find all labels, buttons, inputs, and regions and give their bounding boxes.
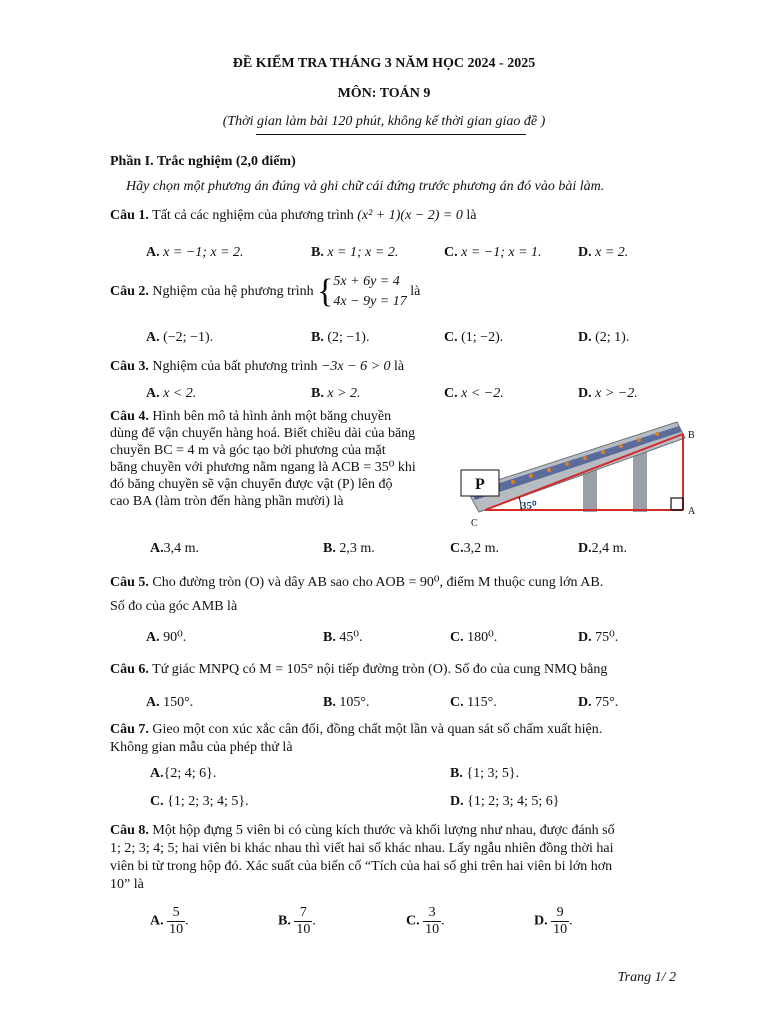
q6-label: Câu 6.	[110, 662, 149, 677]
angle-label: 35⁰	[521, 500, 537, 512]
question-2	[110, 272, 670, 312]
point-c-label: C	[471, 518, 478, 529]
q7-option-a-label: A.	[150, 766, 164, 781]
q8-option-c-fraction	[423, 905, 441, 938]
q6-option-d-label: D.	[578, 695, 592, 710]
q5-option-a-text: 90⁰.	[163, 630, 187, 645]
conveyor-belt-figure	[455, 408, 705, 532]
question-4	[110, 408, 416, 510]
q8-option-b-label: B.	[278, 913, 291, 929]
q6-option-d[interactable]	[578, 695, 618, 711]
q4-option-c-label: C.	[450, 541, 464, 556]
q8-option-c-den: 10	[425, 922, 440, 937]
q1-option-d[interactable]	[578, 245, 628, 261]
q4-option-d-label: D.	[578, 541, 592, 556]
q8-option-a-label: A.	[150, 913, 164, 929]
q4-line-3: chuyền BC = 4 m và góc tạo bởi phương của mặt	[110, 443, 386, 458]
belt-surface	[471, 426, 681, 500]
time-note: (Thời gian làm bài 120 phút, không kể thời gian giao đề )	[222, 114, 546, 129]
part1-title: Phần I. Trắc nghiệm (2,0 điểm)	[110, 154, 296, 169]
q4-line-1-text: Hình bên mô tả hình ảnh một băng chuyền	[152, 409, 392, 424]
q1-option-b-text: x = 1; x = 2.	[327, 245, 399, 260]
q4-option-a-label: A.	[150, 541, 164, 556]
q1-option-d-text: x = 2.	[595, 245, 629, 260]
q1-option-a-label: A.	[146, 245, 160, 260]
q8-option-a-den: 10	[169, 922, 184, 937]
q2-option-b-text: (2; −1).	[327, 330, 370, 345]
q2-option-a[interactable]	[146, 330, 213, 346]
q3-option-c-label: C.	[444, 386, 458, 401]
q8-line-1-text: Một hộp đựng 5 viên bi có cùng kích thước và khối lượng như nhau, được đánh số	[152, 823, 615, 838]
point-a-label: A	[688, 506, 696, 517]
q7-option-a[interactable]	[150, 766, 216, 782]
q7-option-a-text: {2; 4; 6}.	[163, 766, 217, 781]
q2-option-c-label: C.	[444, 330, 458, 345]
q4-line-6: cao BA (làm tròn đến hàng phần mười) là	[110, 494, 344, 509]
q7-option-b-label: B.	[450, 766, 463, 781]
q8-option-d-num: 9	[551, 905, 569, 922]
q6-option-b-text: 105°.	[339, 695, 370, 710]
q2-eq1: 5x + 6y = 4	[333, 274, 400, 289]
q3-option-c-text: x < −2.	[461, 386, 504, 401]
q4-line-1	[110, 408, 416, 425]
q5-option-a-label: A.	[146, 630, 160, 645]
q8-option-c[interactable]: C. $\frac{3}{10}$ .	[406, 905, 445, 937]
subject-title: MÔN: TOÁN 9	[337, 86, 431, 101]
right-angle-mark	[671, 498, 683, 510]
part1-instruction: Hãy chọn một phương án đúng và ghi chữ cái đứng trước phương án đó vào bài làm.	[126, 179, 605, 194]
q1-tail: là	[466, 208, 477, 223]
q5-option-d-text: 75⁰.	[595, 630, 619, 645]
q4-option-c[interactable]	[450, 541, 499, 557]
q2-label: Câu 2.	[110, 284, 149, 300]
q5-option-b[interactable]	[323, 629, 362, 646]
q5-option-a[interactable]	[146, 629, 186, 646]
q4-option-b-text: 2,3 m.	[339, 541, 375, 556]
q8-option-b-num: 7	[294, 905, 312, 922]
q3-option-b-text: x > 2.	[327, 386, 361, 401]
q8-label: Câu 8.	[110, 823, 149, 838]
q4-option-a-text: 3,4 m.	[163, 541, 200, 556]
question-6	[110, 662, 670, 678]
q1-text: Tất cả các nghiệm của phương trình	[152, 208, 354, 223]
q6-text: Tứ giác MNPQ có M = 105° nội tiếp đường tròn (O). Số đo của cung NMQ bằng	[152, 662, 608, 677]
q4-option-d[interactable]	[578, 541, 627, 557]
q4-line-2: dùng để vận chuyển hàng hoá. Biết chiều dài của băng	[110, 426, 416, 441]
q2-brace: {	[317, 273, 334, 310]
q5-option-c-text: 180⁰.	[467, 630, 498, 645]
q2-option-a-label: A.	[146, 330, 160, 345]
point-b-label: B	[688, 430, 695, 441]
q5-option-d[interactable]	[578, 629, 618, 646]
question-1	[110, 208, 670, 224]
q6-option-b-label: B.	[323, 695, 336, 710]
q7-option-d-text: {1; 2; 3; 4; 5; 6}	[467, 794, 560, 809]
q1-option-b-label: B.	[311, 245, 324, 260]
q1-option-c-text: x = −1; x = 1.	[461, 245, 542, 260]
q2-system	[333, 272, 406, 312]
q2-option-a-text: (−2; −1).	[163, 330, 214, 345]
q2-option-b[interactable]	[311, 330, 369, 346]
q1-option-a[interactable]	[146, 245, 244, 261]
q6-option-b[interactable]	[323, 695, 369, 711]
q1-equation: (x² + 1)(x − 2) = 0	[357, 208, 463, 223]
q5-line-2: Số đo của góc AMB là	[110, 599, 238, 614]
q3-option-c[interactable]	[444, 386, 504, 402]
q8-line-1	[110, 822, 615, 840]
q6-option-d-text: 75°.	[595, 695, 619, 710]
q2-option-b-label: B.	[311, 330, 324, 345]
q3-option-d-text: x > −2.	[595, 386, 638, 401]
q4-option-d-text: 2,4 m.	[591, 541, 628, 556]
q6-option-a-label: A.	[146, 695, 160, 710]
q1-option-c[interactable]	[444, 245, 542, 261]
support-leg-2	[633, 448, 647, 512]
q2-option-c-text: (1; −2).	[461, 330, 504, 345]
q7-option-c-label: C.	[150, 794, 164, 809]
header-underline	[256, 134, 526, 135]
q4-option-a[interactable]	[150, 541, 199, 557]
q8-line-2: 1; 2; 3; 4; 5; hai viên bi khác nhau thì viết hai số khác nhau. Lấy ngẫu nhiên đồng thời hai	[110, 841, 614, 856]
q4-option-b[interactable]	[323, 541, 375, 557]
q8-option-d-label: D.	[534, 913, 548, 929]
q5-option-d-label: D.	[578, 630, 592, 645]
q2-eq2: 4x − 9y = 17	[333, 294, 407, 309]
q7-label: Câu 7.	[110, 722, 149, 737]
q4-line-5: đó băng chuyền sẽ vận chuyển được vật (P) lên độ	[110, 477, 393, 492]
q2-tail: là	[410, 284, 421, 300]
question-5	[110, 574, 670, 591]
exam-title: ĐỀ KIỂM TRA THÁNG 3 NĂM HỌC 2024 - 2025	[232, 56, 536, 71]
q8-option-d-den: 10	[553, 922, 568, 937]
q3-text: Nghiệm của bất phương trình	[152, 359, 318, 374]
q2-option-c[interactable]	[444, 330, 503, 346]
q4-label: Câu 4.	[110, 409, 149, 424]
q4-option-b-label: B.	[323, 541, 336, 556]
q8-option-d-fraction	[551, 905, 569, 938]
q6-option-a[interactable]	[146, 695, 193, 711]
q8-option-c-label: C.	[406, 913, 420, 929]
q5-option-b-text: 45⁰.	[339, 630, 363, 645]
q3-option-b[interactable]	[311, 386, 361, 402]
q2-option-d-label: D.	[578, 330, 592, 345]
q1-label: Câu 1.	[110, 208, 149, 223]
q8-option-b[interactable]: B. $\frac{7}{10}$ .	[278, 905, 316, 937]
q1-option-a-text: x = −1; x = 2.	[163, 245, 244, 260]
q5-line-1: Cho đường tròn (O) và dây AB sao cho AOB = 90⁰, điểm M thuộc cung lớn AB.	[152, 575, 604, 590]
q1-option-c-label: C.	[444, 245, 458, 260]
question-3	[110, 359, 670, 375]
q5-option-b-label: B.	[323, 630, 336, 645]
q8-line-3: viên bi từ trong hộp đó. Xác suất của biến cố “Tích của hai số ghi trên hai viên bi lớn hơn	[110, 859, 613, 874]
q7-option-b-text: {1; 3; 5}.	[466, 766, 520, 781]
q6-option-c-text: 115°.	[467, 695, 497, 710]
support-leg-1	[583, 468, 597, 512]
q3-equation: −3x − 6 > 0	[320, 359, 391, 374]
q7-line-1: Gieo một con xúc xắc cân đối, đồng chất một lần và quan sát số chấm xuất hiện.	[152, 722, 603, 737]
q8-option-c-num: 3	[423, 905, 441, 922]
q3-option-d-label: D.	[578, 386, 592, 401]
q1-option-d-label: D.	[578, 245, 592, 260]
q7-option-d-label: D.	[450, 794, 464, 809]
object-p-label: P	[475, 476, 485, 493]
q3-option-b-label: B.	[311, 386, 324, 401]
page-number: Trang 1/ 2	[617, 970, 676, 985]
q7-option-d[interactable]	[450, 794, 560, 810]
question-7	[110, 722, 670, 738]
q7-option-b[interactable]	[450, 766, 519, 782]
q7-option-c-text: {1; 2; 3; 4; 5}.	[167, 794, 249, 809]
q6-option-c[interactable]	[450, 695, 497, 711]
q7-option-c[interactable]	[150, 794, 249, 810]
q8-option-a[interactable]: A. $\frac{5}{10}$ .	[150, 905, 189, 937]
q4-option-c-text: 3,2 m.	[463, 541, 500, 556]
q5-label: Câu 5.	[110, 575, 149, 590]
q3-option-a-label: A.	[146, 386, 160, 401]
q2-option-d[interactable]	[578, 330, 629, 346]
q3-label: Câu 3.	[110, 359, 149, 374]
q3-option-a-text: x < 2.	[163, 386, 197, 401]
q8-option-d[interactable]: D. $\frac{9}{10}$ .	[534, 905, 573, 937]
q8-option-a-fraction	[167, 905, 185, 938]
q6-option-c-label: C.	[450, 695, 464, 710]
q3-option-a[interactable]	[146, 386, 196, 402]
q8-option-b-den: 10	[296, 922, 311, 937]
q1-option-b[interactable]	[311, 245, 398, 261]
q3-option-d[interactable]	[578, 386, 638, 402]
q2-text: Nghiệm của hệ phương trình	[152, 284, 314, 300]
q8-option-b-fraction	[294, 905, 312, 938]
q6-option-a-text: 150°.	[163, 695, 194, 710]
q5-option-c-label: C.	[450, 630, 464, 645]
q8-option-a-num: 5	[167, 905, 185, 922]
q7-line-2: Không gian mẫu của phép thử là	[110, 740, 293, 755]
q3-tail: là	[394, 359, 405, 374]
question-8	[110, 822, 615, 894]
q5-option-c[interactable]	[450, 629, 497, 646]
q2-option-d-text: (2; 1).	[595, 330, 630, 345]
q4-line-4: băng chuyền với phương nằm ngang là ACB = 35⁰ khi	[110, 460, 416, 475]
q8-line-4: 10” là	[110, 877, 144, 892]
